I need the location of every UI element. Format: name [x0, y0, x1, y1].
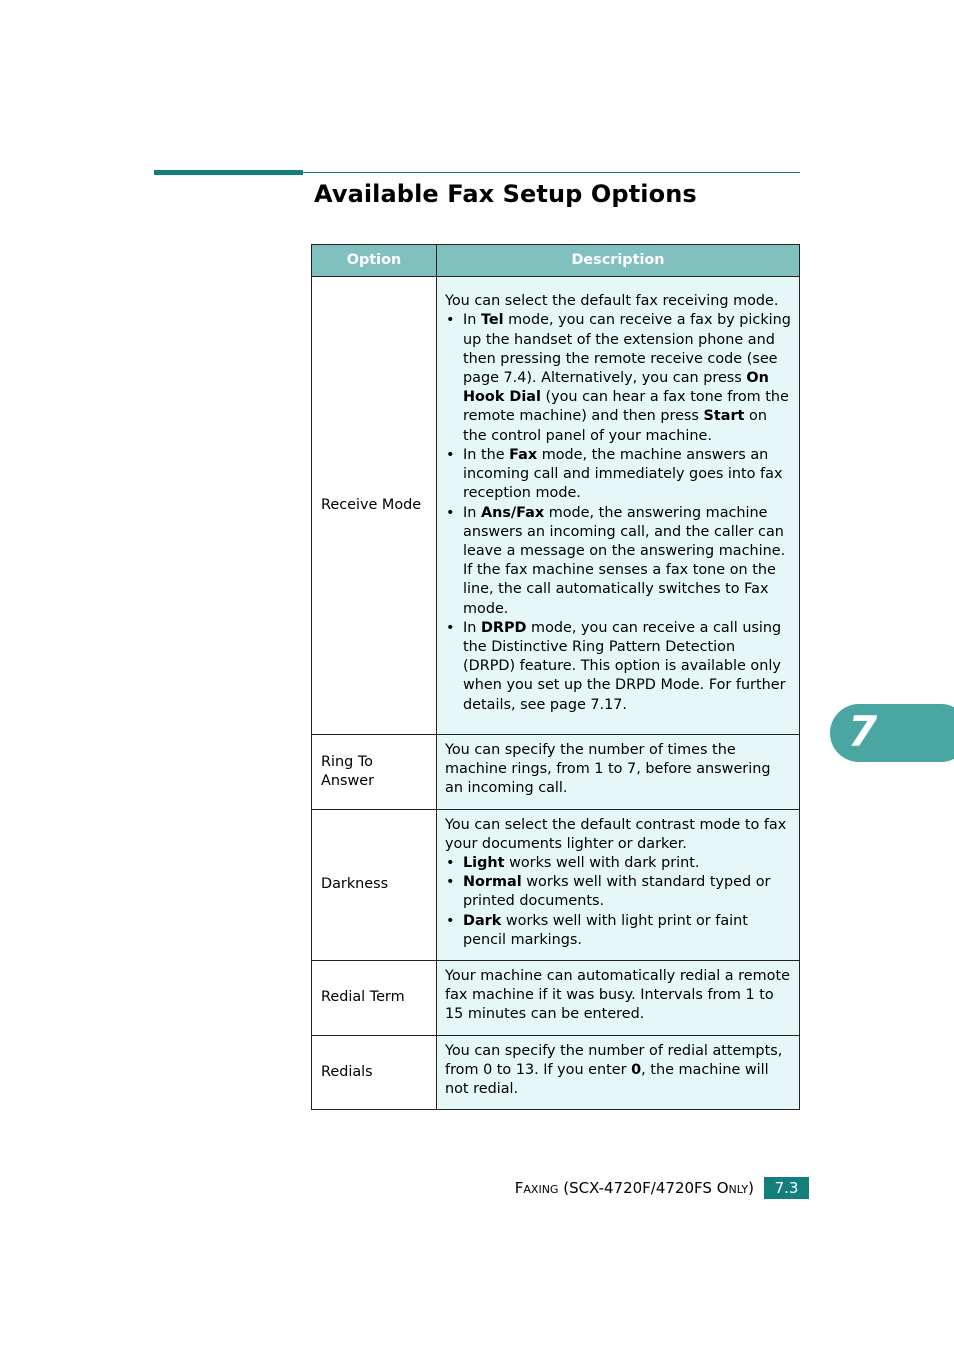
- page-number-badge: 7.3: [764, 1177, 809, 1199]
- description-cell: [437, 735, 800, 810]
- table-row: [312, 961, 800, 1036]
- heading-rule-thick: [154, 170, 303, 175]
- description-cell: [437, 277, 800, 735]
- fax-options-table: [311, 244, 800, 1110]
- description-text: You can specify the number of redial attempts, from 0 to 13. If you enter 0, the machine will not redial.: [445, 1042, 783, 1098]
- table-row: [312, 277, 800, 735]
- list-item: • In DRPD mode, you can receive a call using the Distinctive Ring Pattern Detection (DRPD) feature. This option is available only when you set up the DRPD Mode. For further details, see page 7.17.: [445, 619, 791, 715]
- option-cell: Redial Term: [312, 961, 437, 1036]
- chapter-tab: [830, 704, 954, 762]
- list-item: • Dark works well with light print or faint pencil markings.: [445, 912, 791, 950]
- table-row: [312, 809, 800, 960]
- description-cell: [437, 961, 800, 1036]
- column-header-option: Option: [312, 245, 437, 277]
- list-item: • Normal works well with standard typed or printed documents.: [445, 873, 791, 911]
- description-intro: You can select the default contrast mode to fax your documents lighter or darker.: [445, 816, 787, 852]
- footer-section-title: Faxing (SCX-4720F/4720FS Only): [514, 1179, 754, 1197]
- contrast-list: [445, 854, 791, 950]
- column-header-description: Description: [437, 245, 800, 277]
- table-header-row: [312, 245, 800, 277]
- page-title: Available Fax Setup Options: [314, 180, 697, 208]
- option-cell: Redials: [312, 1035, 437, 1110]
- heading-rule-thin: [303, 172, 800, 173]
- mode-list: [445, 311, 791, 714]
- list-item: • In Tel mode, you can receive a fax by picking up the handset of the extension phone and then pressing the remote receive code (see page 7.4). Alternatively, you can press On Hook Dial (you can hear a fax tone from the remote machine) and then press Start on the control panel of your machine.: [445, 311, 791, 445]
- option-cell: Ring To Answer: [312, 735, 437, 810]
- option-cell: Darkness: [312, 809, 437, 960]
- option-cell: Receive Mode: [312, 277, 437, 735]
- description-text: Your machine can automatically redial a remote fax machine if it was busy. Intervals from 1 to 15 minutes can be entered.: [445, 968, 790, 1023]
- description-cell: [437, 809, 800, 960]
- table-row: [312, 1035, 800, 1110]
- description-intro: You can select the default fax receiving mode.: [445, 293, 779, 310]
- chapter-number: 7: [848, 707, 878, 756]
- description-cell: [437, 1035, 800, 1110]
- list-item: • In the Fax mode, the machine answers an incoming call and immediately goes into fax reception mode.: [445, 446, 791, 504]
- table-row: [312, 735, 800, 810]
- list-item: • Light works well with dark print.: [445, 854, 791, 873]
- list-item: • In Ans/Fax mode, the answering machine answers an incoming call, and the caller can leave a message on the answering machine. If the fax machine senses a fax tone on the line, the call automatically switches to Fax mode.: [445, 504, 791, 619]
- description-text: You can specify the number of times the machine rings, from 1 to 7, before answering an incoming call.: [445, 742, 771, 797]
